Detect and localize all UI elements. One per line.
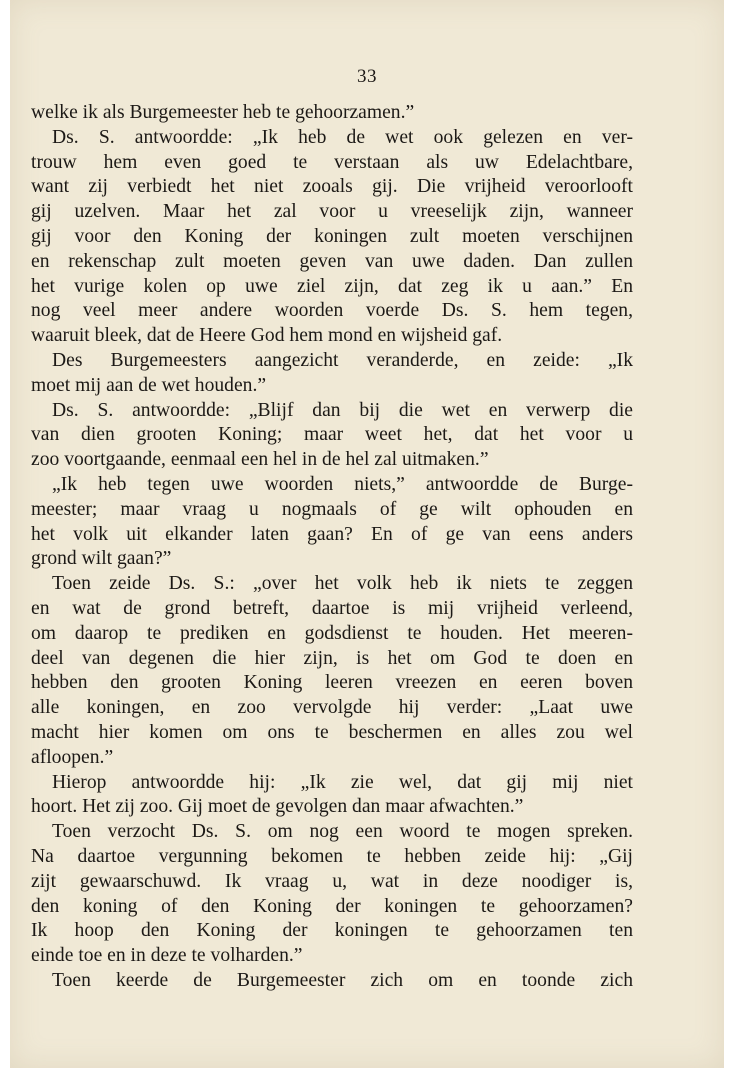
text-line: hoort. Het zij zoo. Gij moet de gevolgen dan maar afwachten.” (31, 796, 524, 818)
text-line: het volk uit elkander laten gaan? En of ge van eens anders (31, 523, 633, 545)
text-line: van dien grooten Koning; maar weet het, dat het voor u (31, 424, 633, 446)
text-line: om daarop te prediken en godsdienst te houden. Het meeren- (31, 622, 633, 644)
page-number: 33 (357, 66, 377, 87)
body-text (31, 101, 633, 994)
book-page (10, 0, 724, 1068)
text-line: Des Burgemeesters aangezicht veranderde, en zeide: „Ik (52, 349, 633, 371)
text-line: waaruit bleek, dat de Heere God hem mond en wijsheid gaf. (31, 325, 503, 347)
text-line: macht hier komen om ons te beschermen en alles zou wel (31, 721, 633, 743)
text-line: gij voor den Koning der koningen zult moeten verschijnen (31, 225, 633, 247)
text-line: den koning of den Koning der koningen te gehoorzamen? (31, 895, 633, 917)
text-line: Ds. S. antwoordde: „Ik heb de wet ook gelezen en ver- (52, 126, 633, 148)
text-line: zoo voortgaande, eenmaal een hel in de hel zal uitmaken.” (31, 449, 489, 471)
text-line: „Ik heb tegen uwe woorden niets,” antwoordde de Burge- (52, 473, 633, 495)
text-line: Ik hoop den Koning der koningen te gehoorzamen ten (31, 920, 633, 942)
text-line: want zij verbiedt het niet zooals gij. Die vrijheid veroorlooft (31, 176, 633, 198)
text-line: Toen verzocht Ds. S. om nog een woord te mogen spreken. (52, 821, 633, 843)
text-line: Toen zeide Ds. S.: „over het volk heb ik niets te zeggen (52, 573, 633, 595)
text-line: Toen keerde de Burgemeester zich om en toonde zich (52, 969, 633, 991)
text-line: gij uzelven. Maar het zal voor u vreeselijk zijn, wanneer (31, 201, 633, 223)
text-line: zijt gewaarschuwd. Ik vraag u, wat in deze noodiger is, (31, 870, 633, 892)
text-line: Na daartoe vergunning bekomen te hebben zeide hij: „Gij (31, 845, 633, 867)
text-line: afloopen.” (31, 746, 114, 768)
text-line: moet mij aan de wet houden.” (31, 374, 267, 396)
text-line: trouw hem even goed te verstaan als uw Edelachtbare, (31, 151, 633, 173)
text-line: Ds. S. antwoordde: „Blijf dan bij die wet en verwerp die (52, 399, 633, 421)
text-line: nog veel meer andere woorden voerde Ds. S. hem tegen, (31, 300, 633, 322)
text-line: meester; maar vraag u nogmaals of ge wilt ophouden en (31, 498, 633, 520)
text-line: hebben den grooten Koning leeren vreezen en eeren boven (31, 672, 633, 694)
text-line: alle koningen, en zoo vervolgde hij verder: „Laat uwe (31, 697, 633, 719)
text-line: grond wilt gaan?” (31, 548, 172, 570)
text-line: deel van degenen die hier zijn, is het om God te doen en (31, 647, 633, 669)
text-line: einde toe en in deze te volharden.” (31, 945, 303, 967)
text-line: het vurige kolen op uwe ziel zijn, dat zeg ik u aan.” En (31, 275, 633, 297)
text-line: en wat de grond betreft, daartoe is mij vrijheid verleend, (31, 597, 633, 619)
text-line: en rekenschap zult moeten geven van uwe daden. Dan zullen (31, 250, 633, 272)
text-line: welke ik als Burgemeester heb te gehoorzamen.” (31, 102, 415, 123)
text-line: Hierop antwoordde hij: „Ik zie wel, dat gij mij niet (52, 771, 633, 793)
